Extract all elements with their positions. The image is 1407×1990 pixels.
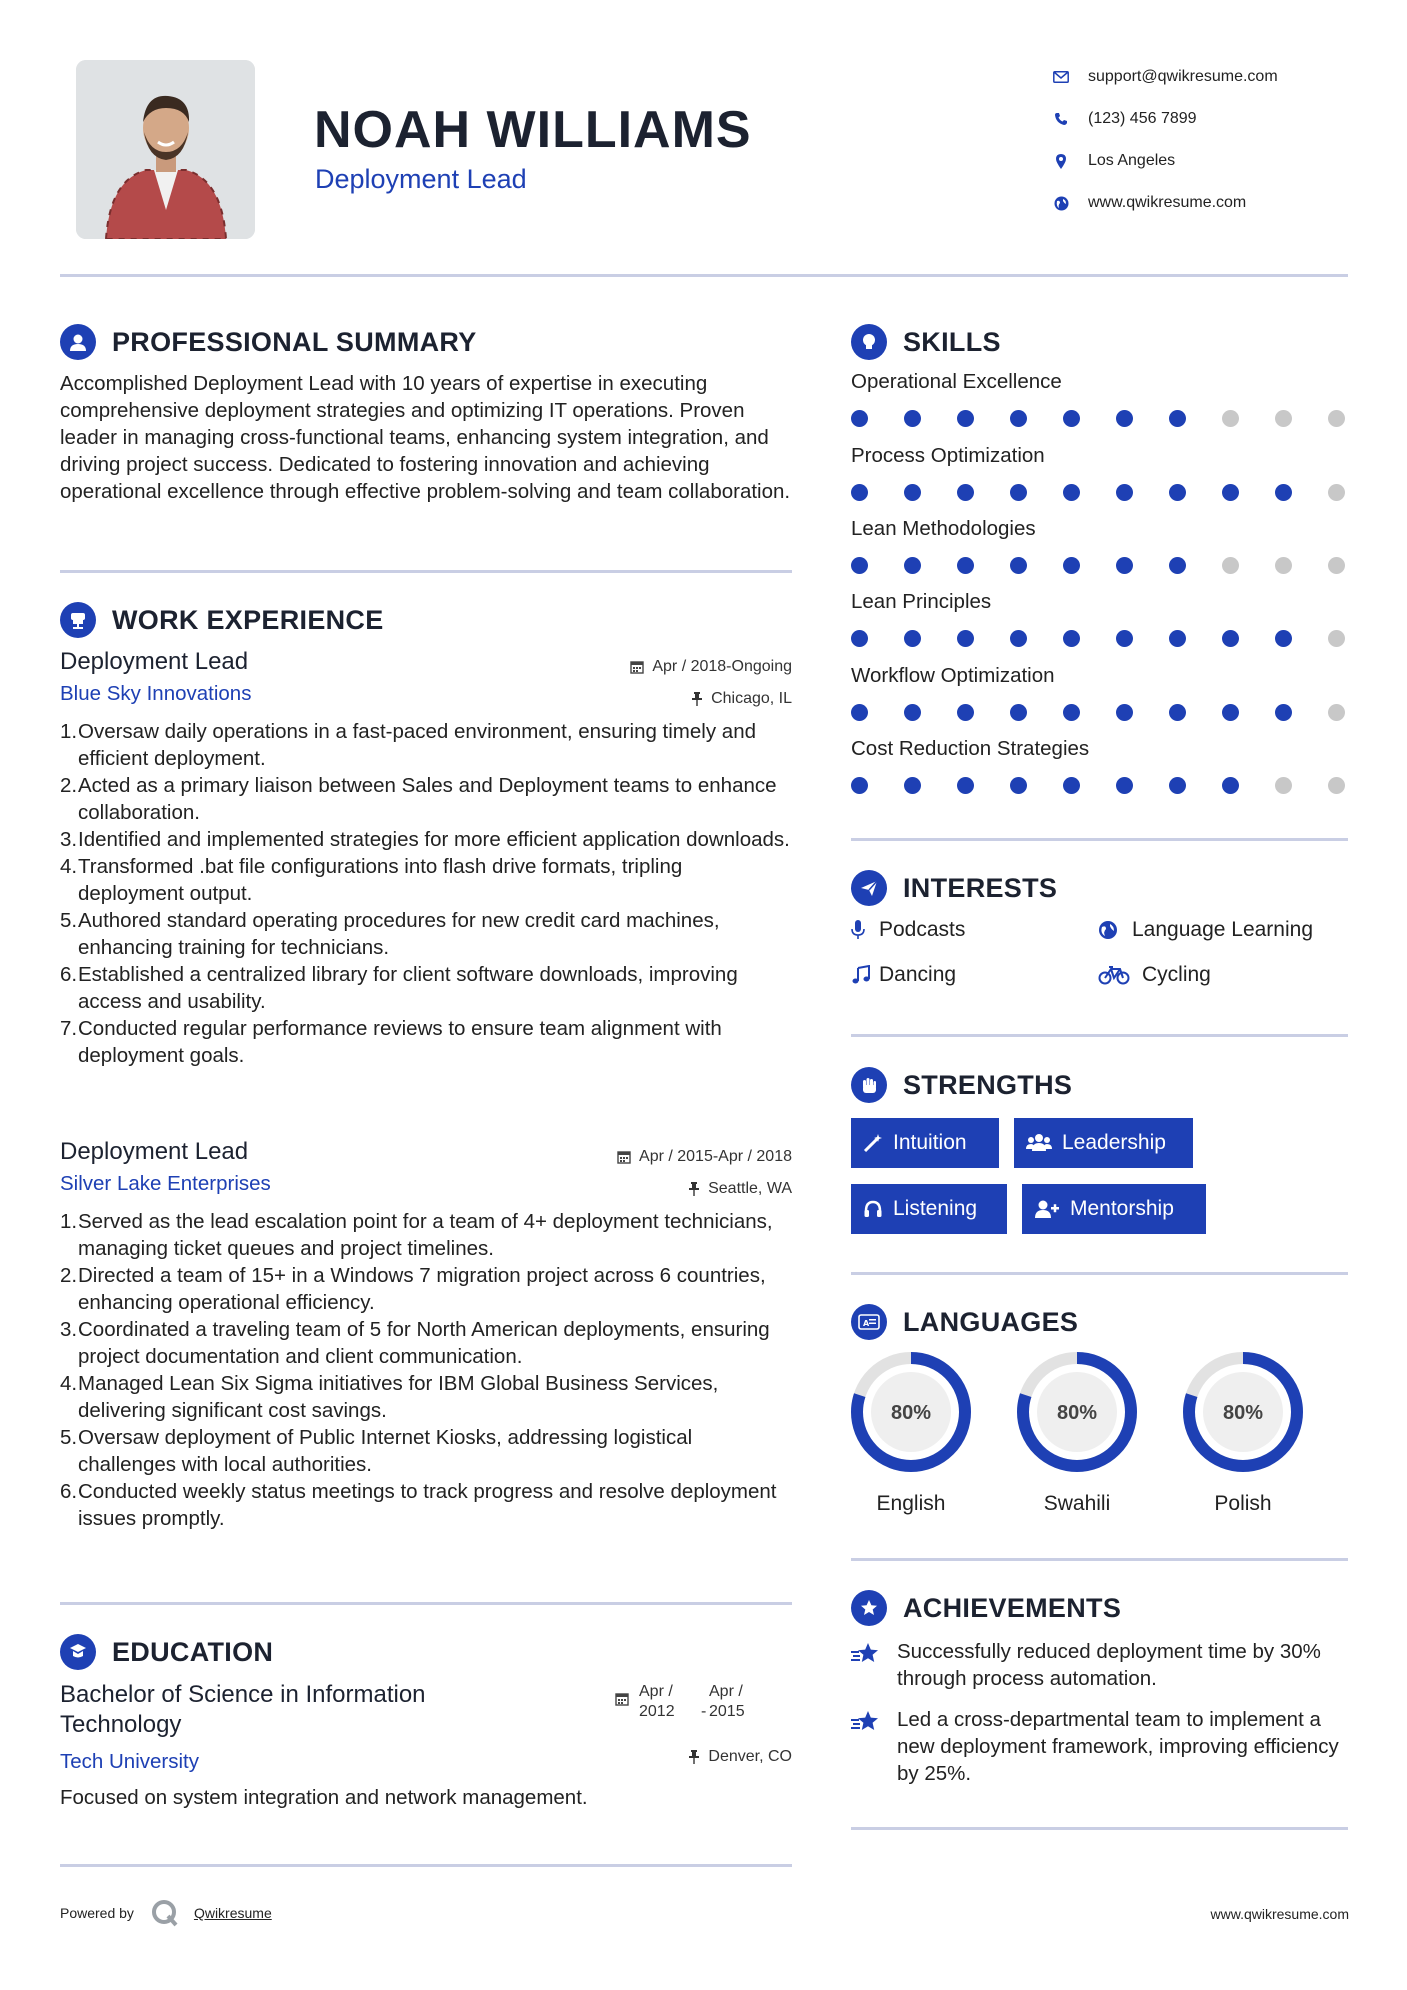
skill-dot <box>904 557 921 574</box>
education-heading: EDUCATION <box>60 1634 273 1670</box>
music-icon <box>851 965 879 985</box>
skill-name: Workflow Optimization <box>851 664 1055 687</box>
interest-dancing: Dancing <box>851 963 956 987</box>
list-item: 1. Served as the lead escalation point for a team of 4+ deployment technicians, managing ticket queues and project timelines. <box>60 1210 773 1260</box>
lightbulb-icon <box>851 324 887 360</box>
strength-tag-intuition: Intuition <box>851 1118 999 1168</box>
calendar-icon <box>630 660 644 674</box>
map-marker-icon <box>1050 150 1072 172</box>
skill-dot <box>1328 410 1345 427</box>
language-name: Polish <box>1214 1492 1272 1515</box>
skill-dot <box>1063 484 1080 501</box>
job-date: Apr / 2018-Ongoing <box>630 658 792 676</box>
skill-dot <box>1222 484 1239 501</box>
interests-divider <box>851 1034 1348 1037</box>
skill-dot <box>1116 704 1133 721</box>
job-entry <box>60 1138 792 1532</box>
skill-dot <box>851 484 868 501</box>
skill-name: Lean Principles <box>851 590 992 613</box>
list-item: 1. Oversaw daily operations in a fast-paced environment, ensuring timely and efficient deployment. <box>60 720 756 770</box>
languages-divider <box>851 1558 1348 1561</box>
skill-dot <box>1328 630 1345 647</box>
header-divider <box>60 274 1348 277</box>
contact-phone[interactable] <box>1050 98 1278 140</box>
skill-dot <box>851 410 868 427</box>
skill-dot <box>1116 630 1133 647</box>
star-icon <box>851 1638 897 1692</box>
paper-plane-icon <box>851 870 887 906</box>
skill-dot <box>1116 410 1133 427</box>
job-title: Deployment Lead <box>60 1138 249 1165</box>
skill-dot <box>1169 557 1186 574</box>
skill-dot <box>1222 410 1239 427</box>
strength-tag-leadership: Leadership <box>1014 1118 1193 1168</box>
skill-dot <box>1169 484 1186 501</box>
skill-dot <box>1063 410 1080 427</box>
contact-phone-text: (123) 456 7899 <box>1088 110 1197 127</box>
strength-tag-listening: Listening <box>851 1184 1007 1234</box>
skill-name: Lean Methodologies <box>851 517 1036 540</box>
candidate-name: NOAH WILLIAMS <box>314 101 752 159</box>
skill-dot <box>1010 630 1027 647</box>
strength-tag-mentorship: Mentorship <box>1022 1184 1206 1234</box>
briefcase-icon <box>60 602 96 638</box>
skill-dot <box>1169 630 1186 647</box>
skill-dot <box>904 484 921 501</box>
pushpin-icon <box>691 692 703 706</box>
globe-icon <box>1050 192 1072 214</box>
footer-website[interactable]: www.qwikresume.com <box>1210 1906 1349 1922</box>
contact-email[interactable] <box>1050 56 1278 98</box>
skill-dot <box>851 704 868 721</box>
headphones-icon <box>863 1199 883 1219</box>
graduation-icon <box>60 1634 96 1670</box>
strengths-heading: STRENGTHS <box>851 1067 1072 1103</box>
skill-item <box>851 737 1351 799</box>
skill-dot <box>1275 630 1292 647</box>
skill-dot <box>1010 777 1027 794</box>
skill-dot <box>1275 557 1292 574</box>
skill-dot <box>957 630 974 647</box>
language-percent: 80% <box>890 1402 932 1424</box>
skills-divider <box>851 838 1348 841</box>
magic-wand-icon <box>863 1133 883 1153</box>
language-item <box>1015 1350 1139 1516</box>
skill-dot <box>1063 777 1080 794</box>
qwikresume-link[interactable]: Qwikresume <box>193 1905 272 1921</box>
profile-photo <box>76 60 255 239</box>
contact-website[interactable] <box>1050 182 1278 224</box>
skill-dot <box>904 704 921 721</box>
skill-item <box>851 590 1351 652</box>
list-item: 7. Conducted regular performance reviews to ensure team alignment with deployment goals. <box>60 1017 722 1067</box>
skill-rating <box>851 622 1351 652</box>
calendar-icon <box>615 1692 629 1722</box>
skill-dot <box>1275 484 1292 501</box>
microphone-icon <box>851 920 879 940</box>
skill-dot <box>1328 777 1345 794</box>
achievement-item: Led a cross-departmental team to implement a new deployment framework, improving efficiency by 25%. <box>851 1706 1351 1787</box>
interest-cycling: Cycling <box>1098 963 1211 987</box>
job-location: Chicago, IL <box>691 690 792 708</box>
skill-dot <box>957 410 974 427</box>
skill-dot <box>1328 557 1345 574</box>
skill-dot <box>957 484 974 501</box>
job-title: Deployment Lead <box>60 648 249 675</box>
list-item: 3. Coordinated a traveling team of 5 for North American deployments, ensuring project documentation and client communication. <box>60 1318 770 1368</box>
skill-name: Cost Reduction Strategies <box>851 737 1090 760</box>
summary-divider <box>60 570 792 573</box>
svg-text:A: A <box>863 1319 870 1328</box>
skill-dot <box>1010 704 1027 721</box>
list-item: 6. Conducted weekly status meetings to track progress and resolve deployment issues promptly. <box>60 1480 777 1530</box>
contact-email-text: support@qwikresume.com <box>1088 68 1278 85</box>
skill-dot <box>957 704 974 721</box>
contact-website-text: www.qwikresume.com <box>1088 194 1247 211</box>
language-percent: 80% <box>1056 1402 1098 1424</box>
summary-text: Accomplished Deployment Lead with 10 years of expertise in executing comprehensive deployment strategies and optimizing IT operations. Proven leader in managing cross-functional teams, enhancing system integration, and driving project success. Dedicated to fostering innovation and achieving operational excellence through effective problem-solving and team collaboration. <box>60 372 791 503</box>
skill-dot <box>1275 777 1292 794</box>
bicycle-icon <box>1098 965 1142 985</box>
list-item: 6. Established a centralized library for client software downloads, improving access and usability. <box>60 963 738 1013</box>
list-item: 5. Authored standard operating procedures for new credit card machines, enhancing training for technicians. <box>60 909 720 959</box>
language-name: Swahili <box>1043 1492 1111 1515</box>
skill-rating <box>851 549 1351 579</box>
skill-name: Process Optimization <box>851 444 1045 467</box>
job-location: Seattle, WA <box>688 1180 792 1198</box>
skill-dot <box>1169 704 1186 721</box>
skill-dot <box>1063 630 1080 647</box>
skill-dot <box>851 557 868 574</box>
skill-item <box>851 370 1351 432</box>
hand-icon <box>851 1067 887 1103</box>
summary-heading: PROFESSIONAL SUMMARY <box>60 324 477 360</box>
user-icon <box>60 324 96 360</box>
skill-dot <box>1222 704 1239 721</box>
job-date: Apr / 2015-Apr / 2018 <box>617 1148 792 1166</box>
skill-name: Operational Excellence <box>851 370 1062 393</box>
strengths-divider <box>851 1272 1348 1275</box>
language-percent: 80% <box>1222 1402 1264 1424</box>
skill-dot <box>1010 484 1027 501</box>
skill-dot <box>851 630 868 647</box>
skill-dot <box>851 777 868 794</box>
contact-list <box>1050 56 1278 224</box>
footer-powered-by: Powered by Qwikresume <box>60 1898 272 1928</box>
skill-dot <box>957 557 974 574</box>
language-icon <box>851 1304 887 1340</box>
job-company: Blue Sky Innovations <box>60 682 252 705</box>
skill-dot <box>957 777 974 794</box>
qwikresume-logo-icon <box>150 1898 180 1928</box>
skill-dot <box>1063 557 1080 574</box>
globe-icon <box>1098 920 1132 940</box>
interest-podcasts: Podcasts <box>851 918 965 942</box>
skills-heading: SKILLS <box>851 324 1001 360</box>
experience-heading: WORK EXPERIENCE <box>60 602 384 638</box>
language-item <box>1181 1350 1305 1516</box>
job-bullets <box>60 1208 792 1532</box>
degree-title: Bachelor of Science in Information Technology <box>60 1681 426 1738</box>
skill-dot <box>1116 557 1133 574</box>
languages-heading: A LANGUAGES <box>851 1304 1078 1340</box>
language-progress-ring <box>1015 1350 1139 1474</box>
experience-divider <box>60 1602 792 1605</box>
skill-item <box>851 664 1351 726</box>
envelope-icon <box>1050 66 1072 88</box>
skill-dot <box>1222 630 1239 647</box>
achievements-heading: ACHIEVEMENTS <box>851 1590 1121 1626</box>
language-progress-ring <box>1181 1350 1305 1474</box>
skill-dot <box>1116 777 1133 794</box>
skill-dot <box>1275 410 1292 427</box>
interest-language-learning: Language Learning <box>1098 918 1313 942</box>
job-entry <box>60 648 792 1069</box>
skill-rating <box>851 476 1351 506</box>
interests-heading: INTERESTS <box>851 870 1057 906</box>
star-icon <box>851 1706 897 1787</box>
pushpin-icon <box>688 1750 700 1764</box>
education-date: Apr / 2012 - Apr / 2015 <box>615 1682 745 1722</box>
skill-dot <box>1328 484 1345 501</box>
skill-dot <box>1010 410 1027 427</box>
language-progress-ring <box>849 1350 973 1474</box>
skill-dot <box>904 410 921 427</box>
skill-item <box>851 517 1351 579</box>
education-description: Focused on system integration and network management. <box>60 1786 588 1809</box>
job-bullets <box>60 718 792 1069</box>
skill-dot <box>1010 557 1027 574</box>
skill-rating <box>851 402 1351 432</box>
language-name: English <box>876 1492 946 1515</box>
job-company: Silver Lake Enterprises <box>60 1172 271 1195</box>
skill-rating <box>851 696 1351 726</box>
users-icon <box>1026 1133 1052 1153</box>
skill-dot <box>1063 704 1080 721</box>
skill-dot <box>1328 704 1345 721</box>
contact-location <box>1050 140 1278 182</box>
education-entry <box>60 1680 792 1840</box>
achievement-item: Successfully reduced deployment time by 30% through process automation. <box>851 1638 1351 1692</box>
education-divider <box>60 1864 792 1867</box>
skill-dot <box>1116 484 1133 501</box>
skill-rating <box>851 769 1351 799</box>
list-item: 4. Managed Lean Six Sigma initiatives for IBM Global Business Services, delivering significant cost savings. <box>60 1372 719 1422</box>
skill-dot <box>1169 410 1186 427</box>
skill-item <box>851 444 1351 506</box>
calendar-icon <box>617 1150 631 1164</box>
skill-dot <box>1222 777 1239 794</box>
skill-dot <box>904 777 921 794</box>
skill-dot <box>1275 704 1292 721</box>
list-item: 3. Identified and implemented strategies for more efficient application downloads. <box>60 828 790 851</box>
candidate-title: Deployment Lead <box>315 164 527 194</box>
user-plus-icon <box>1034 1199 1060 1219</box>
list-item: 4. Transformed .bat file configurations into flash drive formats, tripling deployment output. <box>60 855 683 905</box>
award-icon <box>851 1590 887 1626</box>
contact-location-text: Los Angeles <box>1088 152 1176 169</box>
list-item: 2. Directed a team of 15+ in a Windows 7 migration project across 6 countries, enhancing operational efficiency. <box>60 1264 766 1314</box>
skill-dot <box>904 630 921 647</box>
list-item: 2. Acted as a primary liaison between Sales and Deployment teams to enhance collaboration. <box>60 774 777 824</box>
skill-dot <box>1222 557 1239 574</box>
list-item: 5. Oversaw deployment of Public Internet Kiosks, addressing logistical challenges with local authorities. <box>60 1426 693 1476</box>
education-location: Denver, CO <box>688 1748 792 1766</box>
pushpin-icon <box>688 1182 700 1196</box>
phone-icon <box>1050 108 1072 130</box>
skill-dot <box>1169 777 1186 794</box>
school-name: Tech University <box>60 1750 199 1773</box>
language-item <box>849 1350 973 1516</box>
achievements-divider <box>851 1827 1348 1830</box>
